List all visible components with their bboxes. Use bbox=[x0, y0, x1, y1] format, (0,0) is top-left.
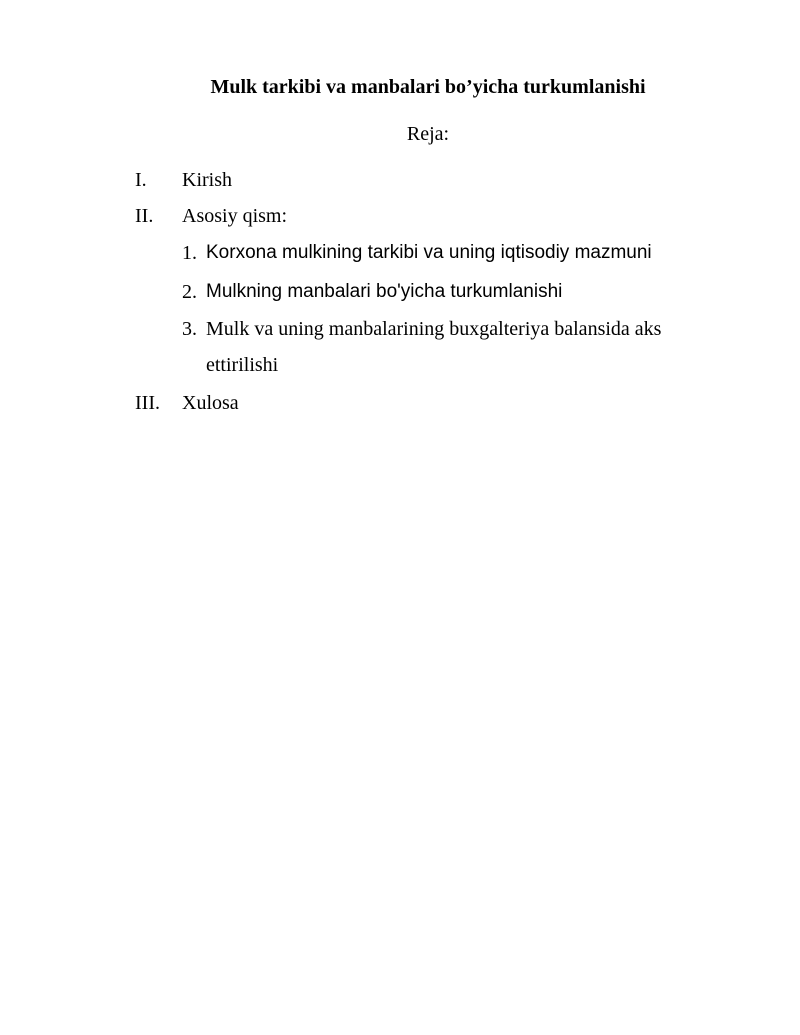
subitem-number: 3. bbox=[182, 318, 197, 340]
document-title: Mulk tarkibi va manbalari bo’yicha turkumlanishi bbox=[210, 76, 646, 98]
subitem-text-line2: ettirilishi bbox=[206, 354, 279, 376]
outline-numeral: I. bbox=[135, 169, 147, 191]
subitem-text-line1: Mulk va uning manbalarining buxgalteriya balansida aks bbox=[206, 318, 662, 340]
outline-label: Xulosa bbox=[182, 392, 239, 414]
subitem-number: 1. bbox=[182, 242, 197, 264]
outline-numeral: II. bbox=[135, 205, 154, 227]
outline-numeral: III. bbox=[135, 392, 160, 414]
subitem-text: Korxona mulkining tarkibi va uning iqtisodiy mazmuni bbox=[206, 242, 652, 263]
plan-heading: Reja: bbox=[406, 123, 450, 145]
outline-label: Kirish bbox=[182, 169, 232, 191]
outline-label: Asosiy qism: bbox=[182, 205, 288, 227]
subitem-number: 2. bbox=[182, 281, 197, 303]
subitem-text: Mulkning manbalari bo'yicha turkumlanishi bbox=[206, 281, 563, 302]
